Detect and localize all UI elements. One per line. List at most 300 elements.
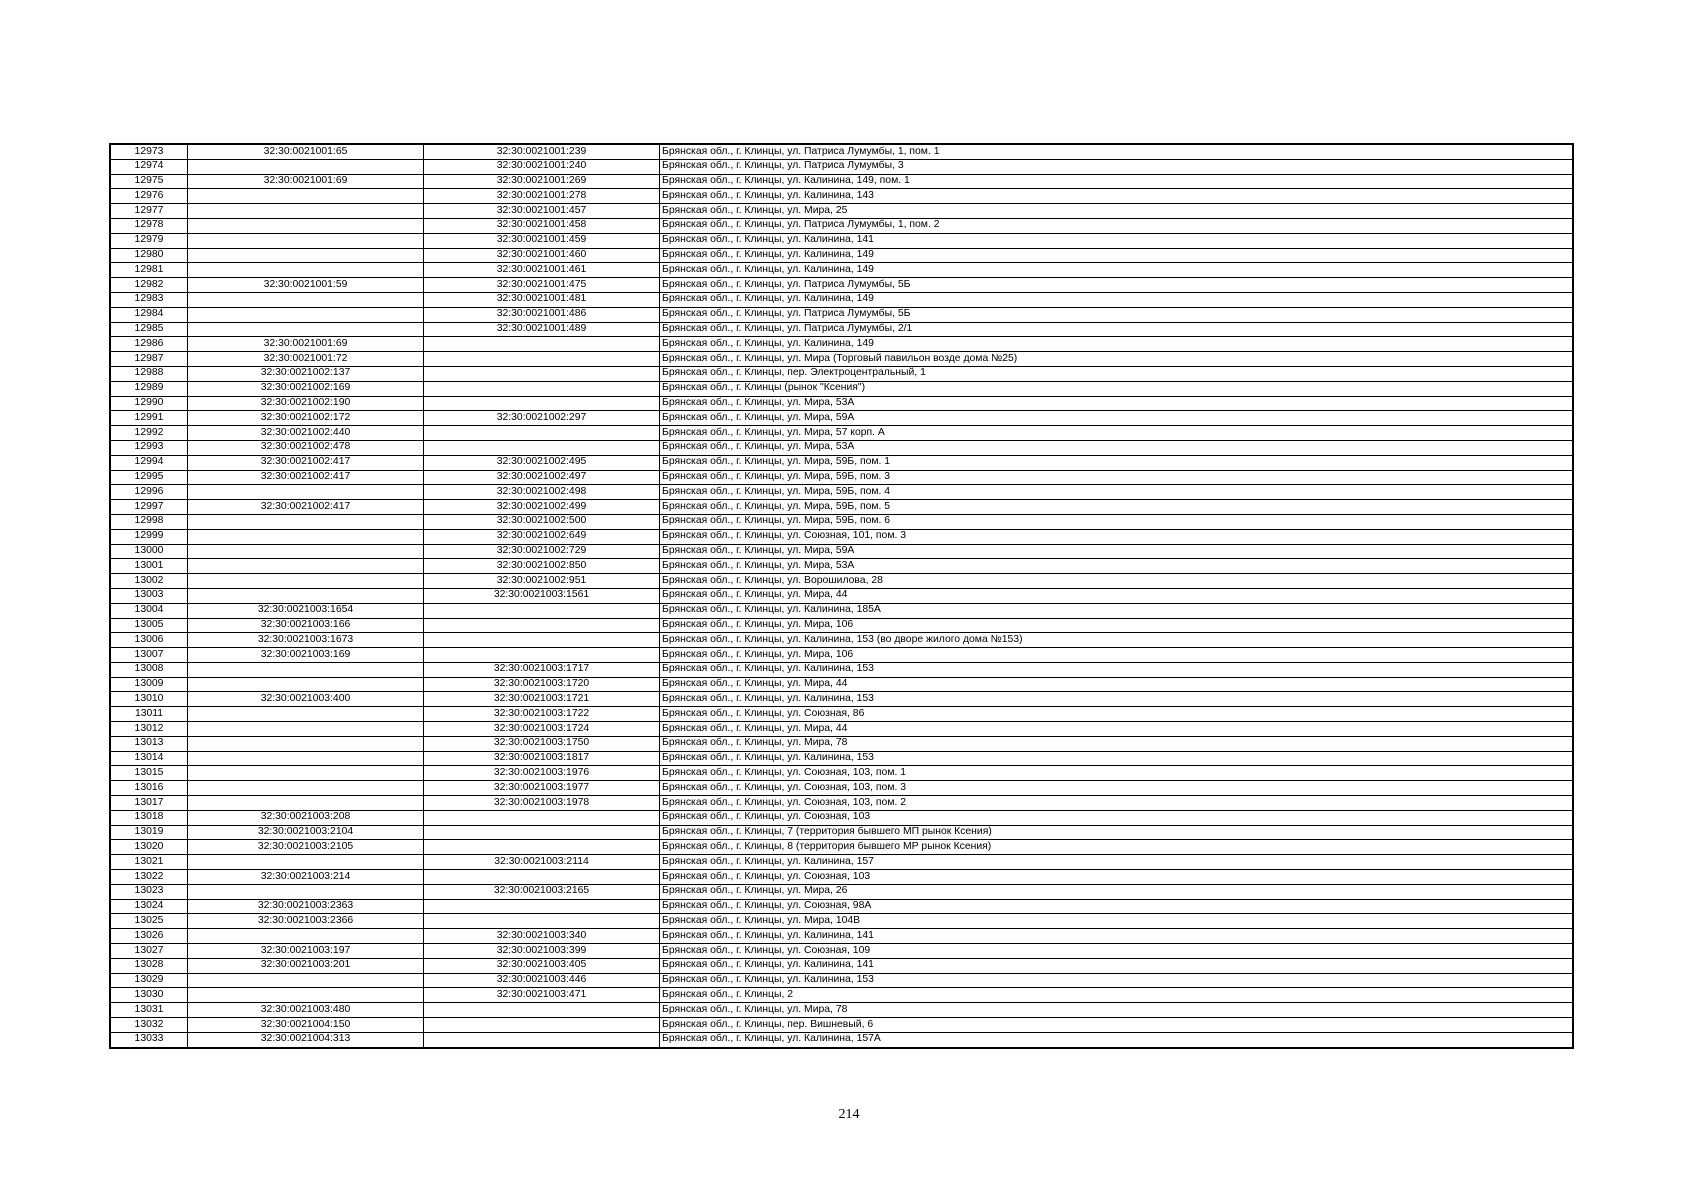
- table-row: [110, 204, 1573, 219]
- row-number-cell: 12994: [110, 455, 188, 470]
- object-cadastral-number-cell: 32:30:0021003:340: [424, 929, 660, 944]
- land-cadastral-number-cell: 32:30:0021002:172: [188, 411, 424, 426]
- object-cadastral-number-cell: 32:30:0021002:500: [424, 514, 660, 529]
- address-cell: Брянская обл., г. Клинцы, ул. Союзная, 103: [660, 810, 1574, 825]
- row-number-cell: 13030: [110, 988, 188, 1003]
- object-cadastral-number-cell: 32:30:0021002:729: [424, 544, 660, 559]
- address-cell: Брянская обл., г. Клинцы, ул. Союзная, 103, пом. 1: [660, 766, 1574, 781]
- address-cell: Брянская обл., г. Клинцы (рынок "Ксения"): [660, 381, 1574, 396]
- address-cell: Брянская обл., г. Клинцы, ул. Калинина, 157А: [660, 1032, 1574, 1047]
- table-row: [110, 278, 1573, 293]
- table-row: [110, 189, 1573, 204]
- table-row: [110, 529, 1573, 544]
- object-cadastral-number-cell: 32:30:0021003:1750: [424, 736, 660, 751]
- table-row: [110, 426, 1573, 441]
- object-cadastral-number-cell: [424, 396, 660, 411]
- table-row: [110, 588, 1573, 603]
- land-cadastral-number-cell: [188, 189, 424, 204]
- object-cadastral-number-cell: 32:30:0021003:1722: [424, 707, 660, 722]
- object-cadastral-number-cell: 32:30:0021001:475: [424, 278, 660, 293]
- object-cadastral-number-cell: 32:30:0021002:499: [424, 500, 660, 515]
- address-cell: Брянская обл., г. Клинцы, ул. Союзная, 103: [660, 870, 1574, 885]
- address-cell: Брянская обл., г. Клинцы, ул. Калинина, 153: [660, 973, 1574, 988]
- table-row: [110, 559, 1573, 574]
- table-row: [110, 722, 1573, 737]
- object-cadastral-number-cell: 32:30:0021001:239: [424, 144, 660, 159]
- address-cell: Брянская обл., г. Клинцы, ул. Мира, 44: [660, 722, 1574, 737]
- land-cadastral-number-cell: [188, 588, 424, 603]
- land-cadastral-number-cell: [188, 574, 424, 589]
- object-cadastral-number-cell: 32:30:0021003:1976: [424, 766, 660, 781]
- row-number-cell: 12996: [110, 485, 188, 500]
- row-number-cell: 12982: [110, 278, 188, 293]
- table-row: [110, 958, 1573, 973]
- row-number-cell: 13028: [110, 958, 188, 973]
- row-number-cell: 12977: [110, 204, 188, 219]
- row-number-cell: 12995: [110, 470, 188, 485]
- table-row: [110, 307, 1573, 322]
- address-cell: Брянская обл., г. Клинцы, ул. Патриса Лумумбы, 1, пом. 2: [660, 218, 1574, 233]
- land-cadastral-number-cell: 32:30:0021003:214: [188, 870, 424, 885]
- address-cell: Брянская обл., г. Клинцы, ул. Калинина, 153: [660, 751, 1574, 766]
- object-cadastral-number-cell: 32:30:0021003:399: [424, 944, 660, 959]
- land-cadastral-number-cell: [188, 544, 424, 559]
- address-cell: Брянская обл., г. Клинцы, ул. Союзная, 103, пом. 2: [660, 796, 1574, 811]
- land-cadastral-number-cell: 32:30:0021003:400: [188, 692, 424, 707]
- address-cell: Брянская обл., г. Клинцы, ул. Калинина, 141: [660, 958, 1574, 973]
- row-number-cell: 12989: [110, 381, 188, 396]
- object-cadastral-number-cell: 32:30:0021003:1721: [424, 692, 660, 707]
- land-cadastral-number-cell: 32:30:0021001:69: [188, 174, 424, 189]
- land-cadastral-number-cell: [188, 988, 424, 1003]
- land-cadastral-number-cell: [188, 751, 424, 766]
- object-cadastral-number-cell: [424, 648, 660, 663]
- address-cell: Брянская обл., г. Клинцы, 7 (территория бывшего МП рынок Ксения): [660, 825, 1574, 840]
- table-row: [110, 899, 1573, 914]
- object-cadastral-number-cell: 32:30:0021002:951: [424, 574, 660, 589]
- table-row: [110, 440, 1573, 455]
- table-row: [110, 352, 1573, 367]
- address-cell: Брянская обл., г. Клинцы, ул. Ворошилова, 28: [660, 574, 1574, 589]
- table-row: [110, 692, 1573, 707]
- row-number-cell: 12976: [110, 189, 188, 204]
- table-row: [110, 248, 1573, 263]
- row-number-cell: 12979: [110, 233, 188, 248]
- object-cadastral-number-cell: [424, 426, 660, 441]
- table-row: [110, 366, 1573, 381]
- land-cadastral-number-cell: 32:30:0021002:190: [188, 396, 424, 411]
- land-cadastral-number-cell: [188, 485, 424, 500]
- address-cell: Брянская обл., г. Клинцы, ул. Мира, 57 корп. А: [660, 426, 1574, 441]
- land-cadastral-number-cell: 32:30:0021003:2363: [188, 899, 424, 914]
- object-cadastral-number-cell: 32:30:0021001:481: [424, 292, 660, 307]
- row-number-cell: 12987: [110, 352, 188, 367]
- row-number-cell: 13013: [110, 736, 188, 751]
- table-row: [110, 988, 1573, 1003]
- row-number-cell: 13001: [110, 559, 188, 574]
- row-number-cell: 12992: [110, 426, 188, 441]
- land-cadastral-number-cell: 32:30:0021002:417: [188, 455, 424, 470]
- land-cadastral-number-cell: 32:30:0021002:478: [188, 440, 424, 455]
- land-cadastral-number-cell: [188, 263, 424, 278]
- table-row: [110, 810, 1573, 825]
- object-cadastral-number-cell: 32:30:0021001:460: [424, 248, 660, 263]
- address-cell: Брянская обл., г. Клинцы, ул. Мира, 59Б, пом. 4: [660, 485, 1574, 500]
- row-number-cell: 13021: [110, 855, 188, 870]
- address-cell: Брянская обл., г. Клинцы, ул. Мира, 53А: [660, 559, 1574, 574]
- object-cadastral-number-cell: [424, 1018, 660, 1033]
- row-number-cell: 13023: [110, 884, 188, 899]
- land-cadastral-number-cell: [188, 677, 424, 692]
- page-number: 214: [838, 1107, 860, 1122]
- address-cell: Брянская обл., г. Клинцы, ул. Мира, 53А: [660, 440, 1574, 455]
- table-row: [110, 633, 1573, 648]
- land-cadastral-number-cell: 32:30:0021002:417: [188, 470, 424, 485]
- object-cadastral-number-cell: [424, 440, 660, 455]
- object-cadastral-number-cell: 32:30:0021001:461: [424, 263, 660, 278]
- land-cadastral-number-cell: 32:30:0021003:1654: [188, 603, 424, 618]
- row-number-cell: 13005: [110, 618, 188, 633]
- table-row: [110, 544, 1573, 559]
- row-number-cell: 13012: [110, 722, 188, 737]
- table-row: [110, 1032, 1573, 1047]
- row-number-cell: 12985: [110, 322, 188, 337]
- land-cadastral-number-cell: [188, 929, 424, 944]
- row-number-cell: 13007: [110, 648, 188, 663]
- object-cadastral-number-cell: 32:30:0021002:850: [424, 559, 660, 574]
- row-number-cell: 12986: [110, 337, 188, 352]
- table-row: [110, 514, 1573, 529]
- row-number-cell: 12990: [110, 396, 188, 411]
- address-cell: Брянская обл., г. Клинцы, ул. Патриса Лумумбы, 5Б: [660, 278, 1574, 293]
- row-number-cell: 12978: [110, 218, 188, 233]
- table-row: [110, 929, 1573, 944]
- table-row: [110, 218, 1573, 233]
- address-cell: Брянская обл., г. Клинцы, ул. Калинина, 141: [660, 233, 1574, 248]
- object-cadastral-number-cell: [424, 352, 660, 367]
- address-cell: Брянская обл., г. Клинцы, ул. Союзная, 98А: [660, 899, 1574, 914]
- object-cadastral-number-cell: [424, 840, 660, 855]
- address-cell: Брянская обл., г. Клинцы, ул. Патриса Лумумбы, 1, пом. 1: [660, 144, 1574, 159]
- table-row: [110, 751, 1573, 766]
- object-cadastral-number-cell: 32:30:0021003:1720: [424, 677, 660, 692]
- table-row: [110, 322, 1573, 337]
- table-row: [110, 144, 1573, 159]
- address-cell: Брянская обл., г. Клинцы, ул. Союзная, 103, пом. 3: [660, 781, 1574, 796]
- land-cadastral-number-cell: 32:30:0021001:59: [188, 278, 424, 293]
- address-cell: Брянская обл., г. Клинцы, ул. Калинина, 153: [660, 692, 1574, 707]
- address-cell: Брянская обл., г. Клинцы, ул. Союзная, 86: [660, 707, 1574, 722]
- table-row: [110, 781, 1573, 796]
- land-cadastral-number-cell: [188, 322, 424, 337]
- table-row: [110, 825, 1573, 840]
- address-cell: Брянская обл., г. Клинцы, ул. Мира, 59А: [660, 411, 1574, 426]
- row-number-cell: 13011: [110, 707, 188, 722]
- row-number-cell: 12980: [110, 248, 188, 263]
- table-row: [110, 396, 1573, 411]
- object-cadastral-number-cell: 32:30:0021001:457: [424, 204, 660, 219]
- object-cadastral-number-cell: [424, 870, 660, 885]
- row-number-cell: 13003: [110, 588, 188, 603]
- table-row: [110, 618, 1573, 633]
- object-cadastral-number-cell: 32:30:0021003:1561: [424, 588, 660, 603]
- address-cell: Брянская обл., г. Клинцы, ул. Мира, 104В: [660, 914, 1574, 929]
- row-number-cell: 13009: [110, 677, 188, 692]
- land-cadastral-number-cell: [188, 796, 424, 811]
- row-number-cell: 13022: [110, 870, 188, 885]
- row-number-cell: 13018: [110, 810, 188, 825]
- row-number-cell: 13002: [110, 574, 188, 589]
- land-cadastral-number-cell: [188, 233, 424, 248]
- table-row: [110, 470, 1573, 485]
- table-row: [110, 973, 1573, 988]
- land-cadastral-number-cell: [188, 529, 424, 544]
- object-cadastral-number-cell: [424, 633, 660, 648]
- table-row: [110, 914, 1573, 929]
- address-cell: Брянская обл., г. Клинцы, ул. Калинина, 143: [660, 189, 1574, 204]
- land-cadastral-number-cell: 32:30:0021004:150: [188, 1018, 424, 1033]
- land-cadastral-number-cell: [188, 248, 424, 263]
- row-number-cell: 13026: [110, 929, 188, 944]
- land-cadastral-number-cell: [188, 159, 424, 174]
- land-cadastral-number-cell: [188, 781, 424, 796]
- address-cell: Брянская обл., г. Клинцы, ул. Мира, 59Б, пом. 6: [660, 514, 1574, 529]
- land-cadastral-number-cell: 32:30:0021002:440: [188, 426, 424, 441]
- row-number-cell: 12993: [110, 440, 188, 455]
- row-number-cell: 13019: [110, 825, 188, 840]
- land-cadastral-number-cell: 32:30:0021003:480: [188, 1003, 424, 1018]
- land-cadastral-number-cell: 32:30:0021003:2104: [188, 825, 424, 840]
- land-cadastral-number-cell: [188, 218, 424, 233]
- land-cadastral-number-cell: [188, 514, 424, 529]
- land-cadastral-number-cell: [188, 736, 424, 751]
- address-cell: Брянская обл., г. Клинцы, ул. Мира, 26: [660, 884, 1574, 899]
- land-cadastral-number-cell: [188, 884, 424, 899]
- row-number-cell: 12975: [110, 174, 188, 189]
- object-cadastral-number-cell: 32:30:0021003:405: [424, 958, 660, 973]
- row-number-cell: 12988: [110, 366, 188, 381]
- address-cell: Брянская обл., г. Клинцы, ул. Мира (Торговый павильон возде дома №25): [660, 352, 1574, 367]
- address-cell: Брянская обл., г. Клинцы, ул. Калинина, 153 (во дворе жилого дома №153): [660, 633, 1574, 648]
- address-cell: Брянская обл., г. Клинцы, ул. Мира, 78: [660, 1003, 1574, 1018]
- table-row: [110, 159, 1573, 174]
- address-cell: Брянская обл., г. Клинцы, ул. Калинина, 149, пом. 1: [660, 174, 1574, 189]
- row-number-cell: 13027: [110, 944, 188, 959]
- address-cell: Брянская обл., г. Клинцы, ул. Патриса Лумумбы, 2/1: [660, 322, 1574, 337]
- object-cadastral-number-cell: [424, 810, 660, 825]
- table-row: [110, 1018, 1573, 1033]
- table-row: [110, 870, 1573, 885]
- object-cadastral-number-cell: 32:30:0021001:240: [424, 159, 660, 174]
- object-cadastral-number-cell: 32:30:0021003:446: [424, 973, 660, 988]
- table-row: [110, 381, 1573, 396]
- object-cadastral-number-cell: 32:30:0021003:1977: [424, 781, 660, 796]
- address-cell: Брянская обл., г. Клинцы, ул. Калинина, 153: [660, 662, 1574, 677]
- row-number-cell: 13015: [110, 766, 188, 781]
- land-cadastral-number-cell: [188, 855, 424, 870]
- object-cadastral-number-cell: [424, 1032, 660, 1047]
- row-number-cell: 13020: [110, 840, 188, 855]
- object-cadastral-number-cell: 32:30:0021003:1717: [424, 662, 660, 677]
- address-cell: Брянская обл., г. Клинцы, ул. Мира, 59Б, пом. 5: [660, 500, 1574, 515]
- address-cell: Брянская обл., г. Клинцы, ул. Мира, 106: [660, 648, 1574, 663]
- land-cadastral-number-cell: [188, 722, 424, 737]
- object-cadastral-number-cell: 32:30:0021002:297: [424, 411, 660, 426]
- row-number-cell: 12981: [110, 263, 188, 278]
- table-row: [110, 766, 1573, 781]
- address-cell: Брянская обл., г. Клинцы, пер. Вишневый, 6: [660, 1018, 1574, 1033]
- row-number-cell: 12997: [110, 500, 188, 515]
- object-cadastral-number-cell: 32:30:0021001:278: [424, 189, 660, 204]
- land-cadastral-number-cell: [188, 307, 424, 322]
- address-cell: Брянская обл., г. Клинцы, пер. Электроцентральный, 1: [660, 366, 1574, 381]
- object-cadastral-number-cell: 32:30:0021003:1724: [424, 722, 660, 737]
- object-cadastral-number-cell: [424, 914, 660, 929]
- address-cell: Брянская обл., г. Клинцы, 2: [660, 988, 1574, 1003]
- row-number-cell: 12983: [110, 292, 188, 307]
- table-row: [110, 455, 1573, 470]
- address-cell: Брянская обл., г. Клинцы, ул. Мира, 44: [660, 588, 1574, 603]
- address-cell: Брянская обл., г. Клинцы, ул. Патриса Лумумбы, 3: [660, 159, 1574, 174]
- table-row: [110, 233, 1573, 248]
- land-cadastral-number-cell: [188, 973, 424, 988]
- land-cadastral-number-cell: [188, 559, 424, 574]
- object-cadastral-number-cell: 32:30:0021001:489: [424, 322, 660, 337]
- land-cadastral-number-cell: 32:30:0021003:1673: [188, 633, 424, 648]
- row-number-cell: 13010: [110, 692, 188, 707]
- row-number-cell: 13029: [110, 973, 188, 988]
- row-number-cell: 12991: [110, 411, 188, 426]
- address-cell: Брянская обл., г. Клинцы, ул. Патриса Лумумбы, 5Б: [660, 307, 1574, 322]
- land-cadastral-number-cell: 32:30:0021002:137: [188, 366, 424, 381]
- row-number-cell: 13025: [110, 914, 188, 929]
- object-cadastral-number-cell: 32:30:0021002:495: [424, 455, 660, 470]
- object-cadastral-number-cell: 32:30:0021003:2165: [424, 884, 660, 899]
- land-cadastral-number-cell: 32:30:0021002:169: [188, 381, 424, 396]
- land-cadastral-number-cell: [188, 204, 424, 219]
- row-number-cell: 13032: [110, 1018, 188, 1033]
- object-cadastral-number-cell: 32:30:0021002:649: [424, 529, 660, 544]
- land-cadastral-number-cell: 32:30:0021001:69: [188, 337, 424, 352]
- table-row: [110, 707, 1573, 722]
- land-cadastral-number-cell: [188, 707, 424, 722]
- land-cadastral-number-cell: 32:30:0021003:197: [188, 944, 424, 959]
- registry-table-body: [110, 144, 1573, 1048]
- table-row: [110, 1003, 1573, 1018]
- row-number-cell: 12984: [110, 307, 188, 322]
- row-number-cell: 12973: [110, 144, 188, 159]
- row-number-cell: 13031: [110, 1003, 188, 1018]
- object-cadastral-number-cell: 32:30:0021003:471: [424, 988, 660, 1003]
- table-row: [110, 263, 1573, 278]
- row-number-cell: 12999: [110, 529, 188, 544]
- table-row: [110, 292, 1573, 307]
- address-cell: Брянская обл., г. Клинцы, ул. Мира, 59А: [660, 544, 1574, 559]
- registry-table: [109, 143, 1574, 1049]
- address-cell: Брянская обл., г. Клинцы, 8 (территория бывшего МР рынок Ксения): [660, 840, 1574, 855]
- land-cadastral-number-cell: 32:30:0021003:2105: [188, 840, 424, 855]
- object-cadastral-number-cell: 32:30:0021003:1817: [424, 751, 660, 766]
- object-cadastral-number-cell: 32:30:0021001:458: [424, 218, 660, 233]
- table-row: [110, 337, 1573, 352]
- land-cadastral-number-cell: 32:30:0021003:201: [188, 958, 424, 973]
- address-cell: Брянская обл., г. Клинцы, ул. Калинина, 149: [660, 263, 1574, 278]
- object-cadastral-number-cell: [424, 825, 660, 840]
- row-number-cell: 12998: [110, 514, 188, 529]
- row-number-cell: 13014: [110, 751, 188, 766]
- address-cell: Брянская обл., г. Клинцы, ул. Калинина, 149: [660, 337, 1574, 352]
- table-row: [110, 884, 1573, 899]
- row-number-cell: 13008: [110, 662, 188, 677]
- land-cadastral-number-cell: 32:30:0021004:313: [188, 1032, 424, 1047]
- row-number-cell: 13016: [110, 781, 188, 796]
- table-row: [110, 855, 1573, 870]
- table-row: [110, 840, 1573, 855]
- land-cadastral-number-cell: 32:30:0021001:72: [188, 352, 424, 367]
- table-row: [110, 411, 1573, 426]
- table-row: [110, 500, 1573, 515]
- address-cell: Брянская обл., г. Клинцы, ул. Калинина, 185А: [660, 603, 1574, 618]
- address-cell: Брянская обл., г. Клинцы, ул. Мира, 25: [660, 204, 1574, 219]
- object-cadastral-number-cell: 32:30:0021001:459: [424, 233, 660, 248]
- row-number-cell: 13017: [110, 796, 188, 811]
- table-row: [110, 796, 1573, 811]
- object-cadastral-number-cell: [424, 1003, 660, 1018]
- object-cadastral-number-cell: 32:30:0021002:497: [424, 470, 660, 485]
- address-cell: Брянская обл., г. Клинцы, ул. Калинина, 157: [660, 855, 1574, 870]
- address-cell: Брянская обл., г. Клинцы, ул. Мира, 44: [660, 677, 1574, 692]
- table-row: [110, 648, 1573, 663]
- address-cell: Брянская обл., г. Клинцы, ул. Мира, 59Б, пом. 3: [660, 470, 1574, 485]
- table-row: [110, 485, 1573, 500]
- row-number-cell: 13000: [110, 544, 188, 559]
- address-cell: Брянская обл., г. Клинцы, ул. Мира, 53А: [660, 396, 1574, 411]
- table-row: [110, 677, 1573, 692]
- row-number-cell: 13004: [110, 603, 188, 618]
- land-cadastral-number-cell: 32:30:0021001:65: [188, 144, 424, 159]
- object-cadastral-number-cell: [424, 618, 660, 633]
- object-cadastral-number-cell: 32:30:0021001:269: [424, 174, 660, 189]
- land-cadastral-number-cell: [188, 662, 424, 677]
- address-cell: Брянская обл., г. Клинцы, ул. Калинина, 141: [660, 929, 1574, 944]
- object-cadastral-number-cell: 32:30:0021001:486: [424, 307, 660, 322]
- object-cadastral-number-cell: [424, 603, 660, 618]
- row-number-cell: 12974: [110, 159, 188, 174]
- address-cell: Брянская обл., г. Клинцы, ул. Мира, 78: [660, 736, 1574, 751]
- object-cadastral-number-cell: [424, 899, 660, 914]
- land-cadastral-number-cell: 32:30:0021003:208: [188, 810, 424, 825]
- registry-sheet: [109, 143, 1574, 1049]
- land-cadastral-number-cell: [188, 292, 424, 307]
- land-cadastral-number-cell: 32:30:0021003:169: [188, 648, 424, 663]
- object-cadastral-number-cell: [424, 337, 660, 352]
- table-row: [110, 662, 1573, 677]
- object-cadastral-number-cell: 32:30:0021003:1978: [424, 796, 660, 811]
- land-cadastral-number-cell: 32:30:0021002:417: [188, 500, 424, 515]
- table-row: [110, 944, 1573, 959]
- row-number-cell: 13033: [110, 1032, 188, 1047]
- address-cell: Брянская обл., г. Клинцы, ул. Союзная, 101, пом. 3: [660, 529, 1574, 544]
- land-cadastral-number-cell: [188, 766, 424, 781]
- table-row: [110, 574, 1573, 589]
- land-cadastral-number-cell: 32:30:0021003:2366: [188, 914, 424, 929]
- address-cell: Брянская обл., г. Клинцы, ул. Калинина, 149: [660, 248, 1574, 263]
- table-row: [110, 174, 1573, 189]
- object-cadastral-number-cell: [424, 366, 660, 381]
- address-cell: Брянская обл., г. Клинцы, ул. Мира, 59Б, пом. 1: [660, 455, 1574, 470]
- object-cadastral-number-cell: 32:30:0021002:498: [424, 485, 660, 500]
- row-number-cell: 13024: [110, 899, 188, 914]
